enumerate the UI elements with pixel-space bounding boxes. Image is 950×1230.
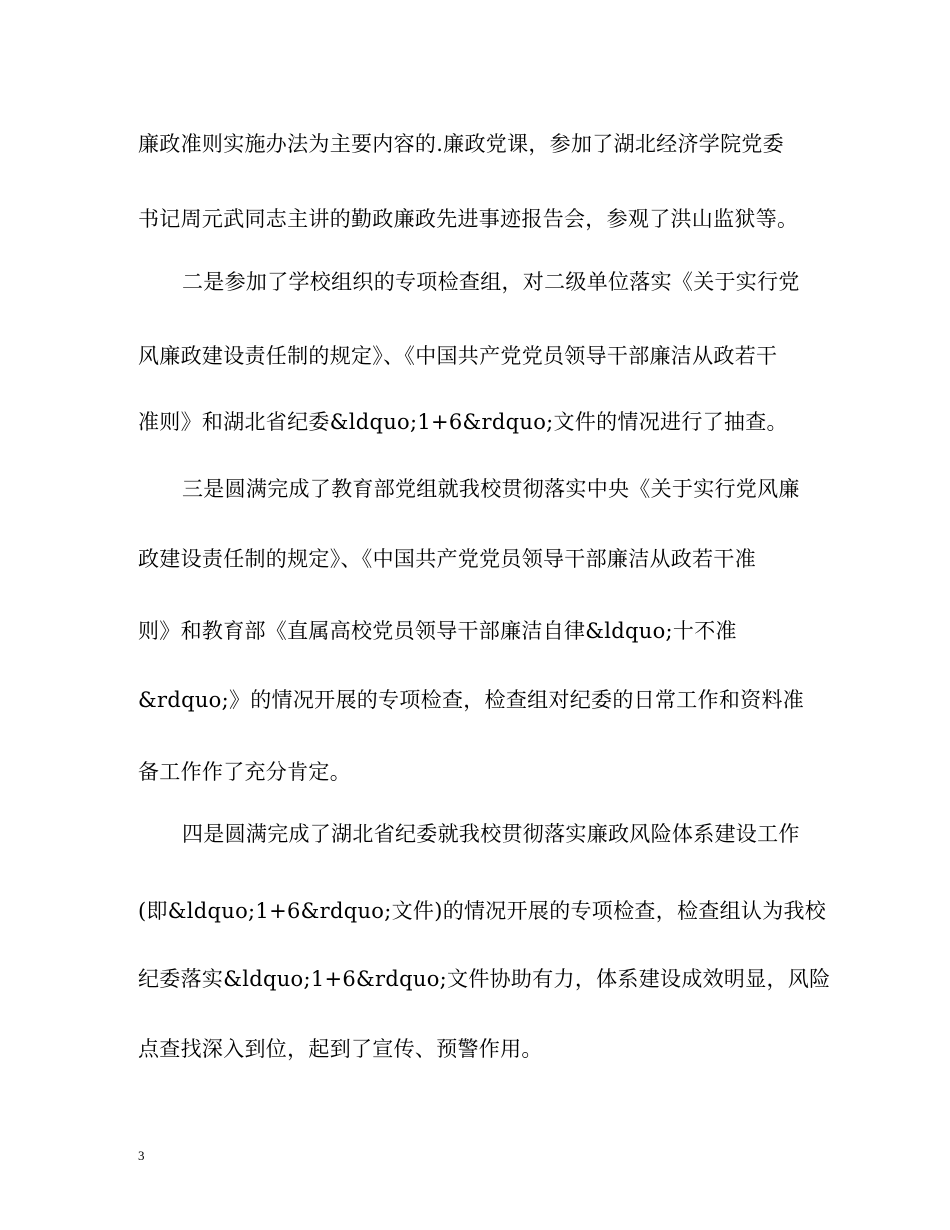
- paragraph-line: 备工作作了充分肯定。: [138, 760, 351, 784]
- paragraph-line: 纪委落实&ldquo;1+6&rdquo;文件协助有力，体系建设成效明显，风险: [138, 967, 831, 991]
- paragraph-line: 则》和教育部《直属高校党员领导干部廉洁自律&ldquo;十不准: [138, 619, 737, 643]
- paragraph-line: 二是参加了学校组织的专项检查组，对二级单位落实《关于实行党: [182, 270, 800, 294]
- page-number: 3: [138, 1148, 145, 1163]
- paragraph-line: 准则》和湖北省纪委&ldquo;1+6&rdquo;文件的情况进行了抽查。: [138, 410, 788, 434]
- paragraph-line: 书记周元武同志主讲的勤政廉政先进事迹报告会，参观了洪山监狱等。: [138, 207, 799, 231]
- paragraph-line: 四是圆满完成了湖北省纪委就我校贯彻落实廉政风险体系建设工作: [182, 822, 800, 846]
- paragraph-line: 廉政准则实施办法为主要内容的.廉政党课，参加了湖北经济学院党委: [138, 132, 784, 156]
- paragraph-line: 三是圆满完成了教育部党组就我校贯彻落实中央《关于实行党风廉: [182, 477, 800, 501]
- paragraph-line: &rdquo;》的情况开展的专项检查，检查组对纪委的日常工作和资料准: [138, 688, 805, 712]
- paragraph-line: 点查找深入到位，起到了宣传、预警作用。: [138, 1037, 543, 1061]
- paragraph-line: 政建设责任制的规定》、《中国共产党党员领导干部廉洁从政若干准: [138, 547, 756, 571]
- paragraph-line: 风廉政建设责任制的规定》、《中国共产党党员领导干部廉洁从政若干: [138, 344, 778, 368]
- paragraph-line: (即&ldquo;1+6&rdquo;文件)的情况开展的专项检查，检查组认为我校: [138, 899, 827, 923]
